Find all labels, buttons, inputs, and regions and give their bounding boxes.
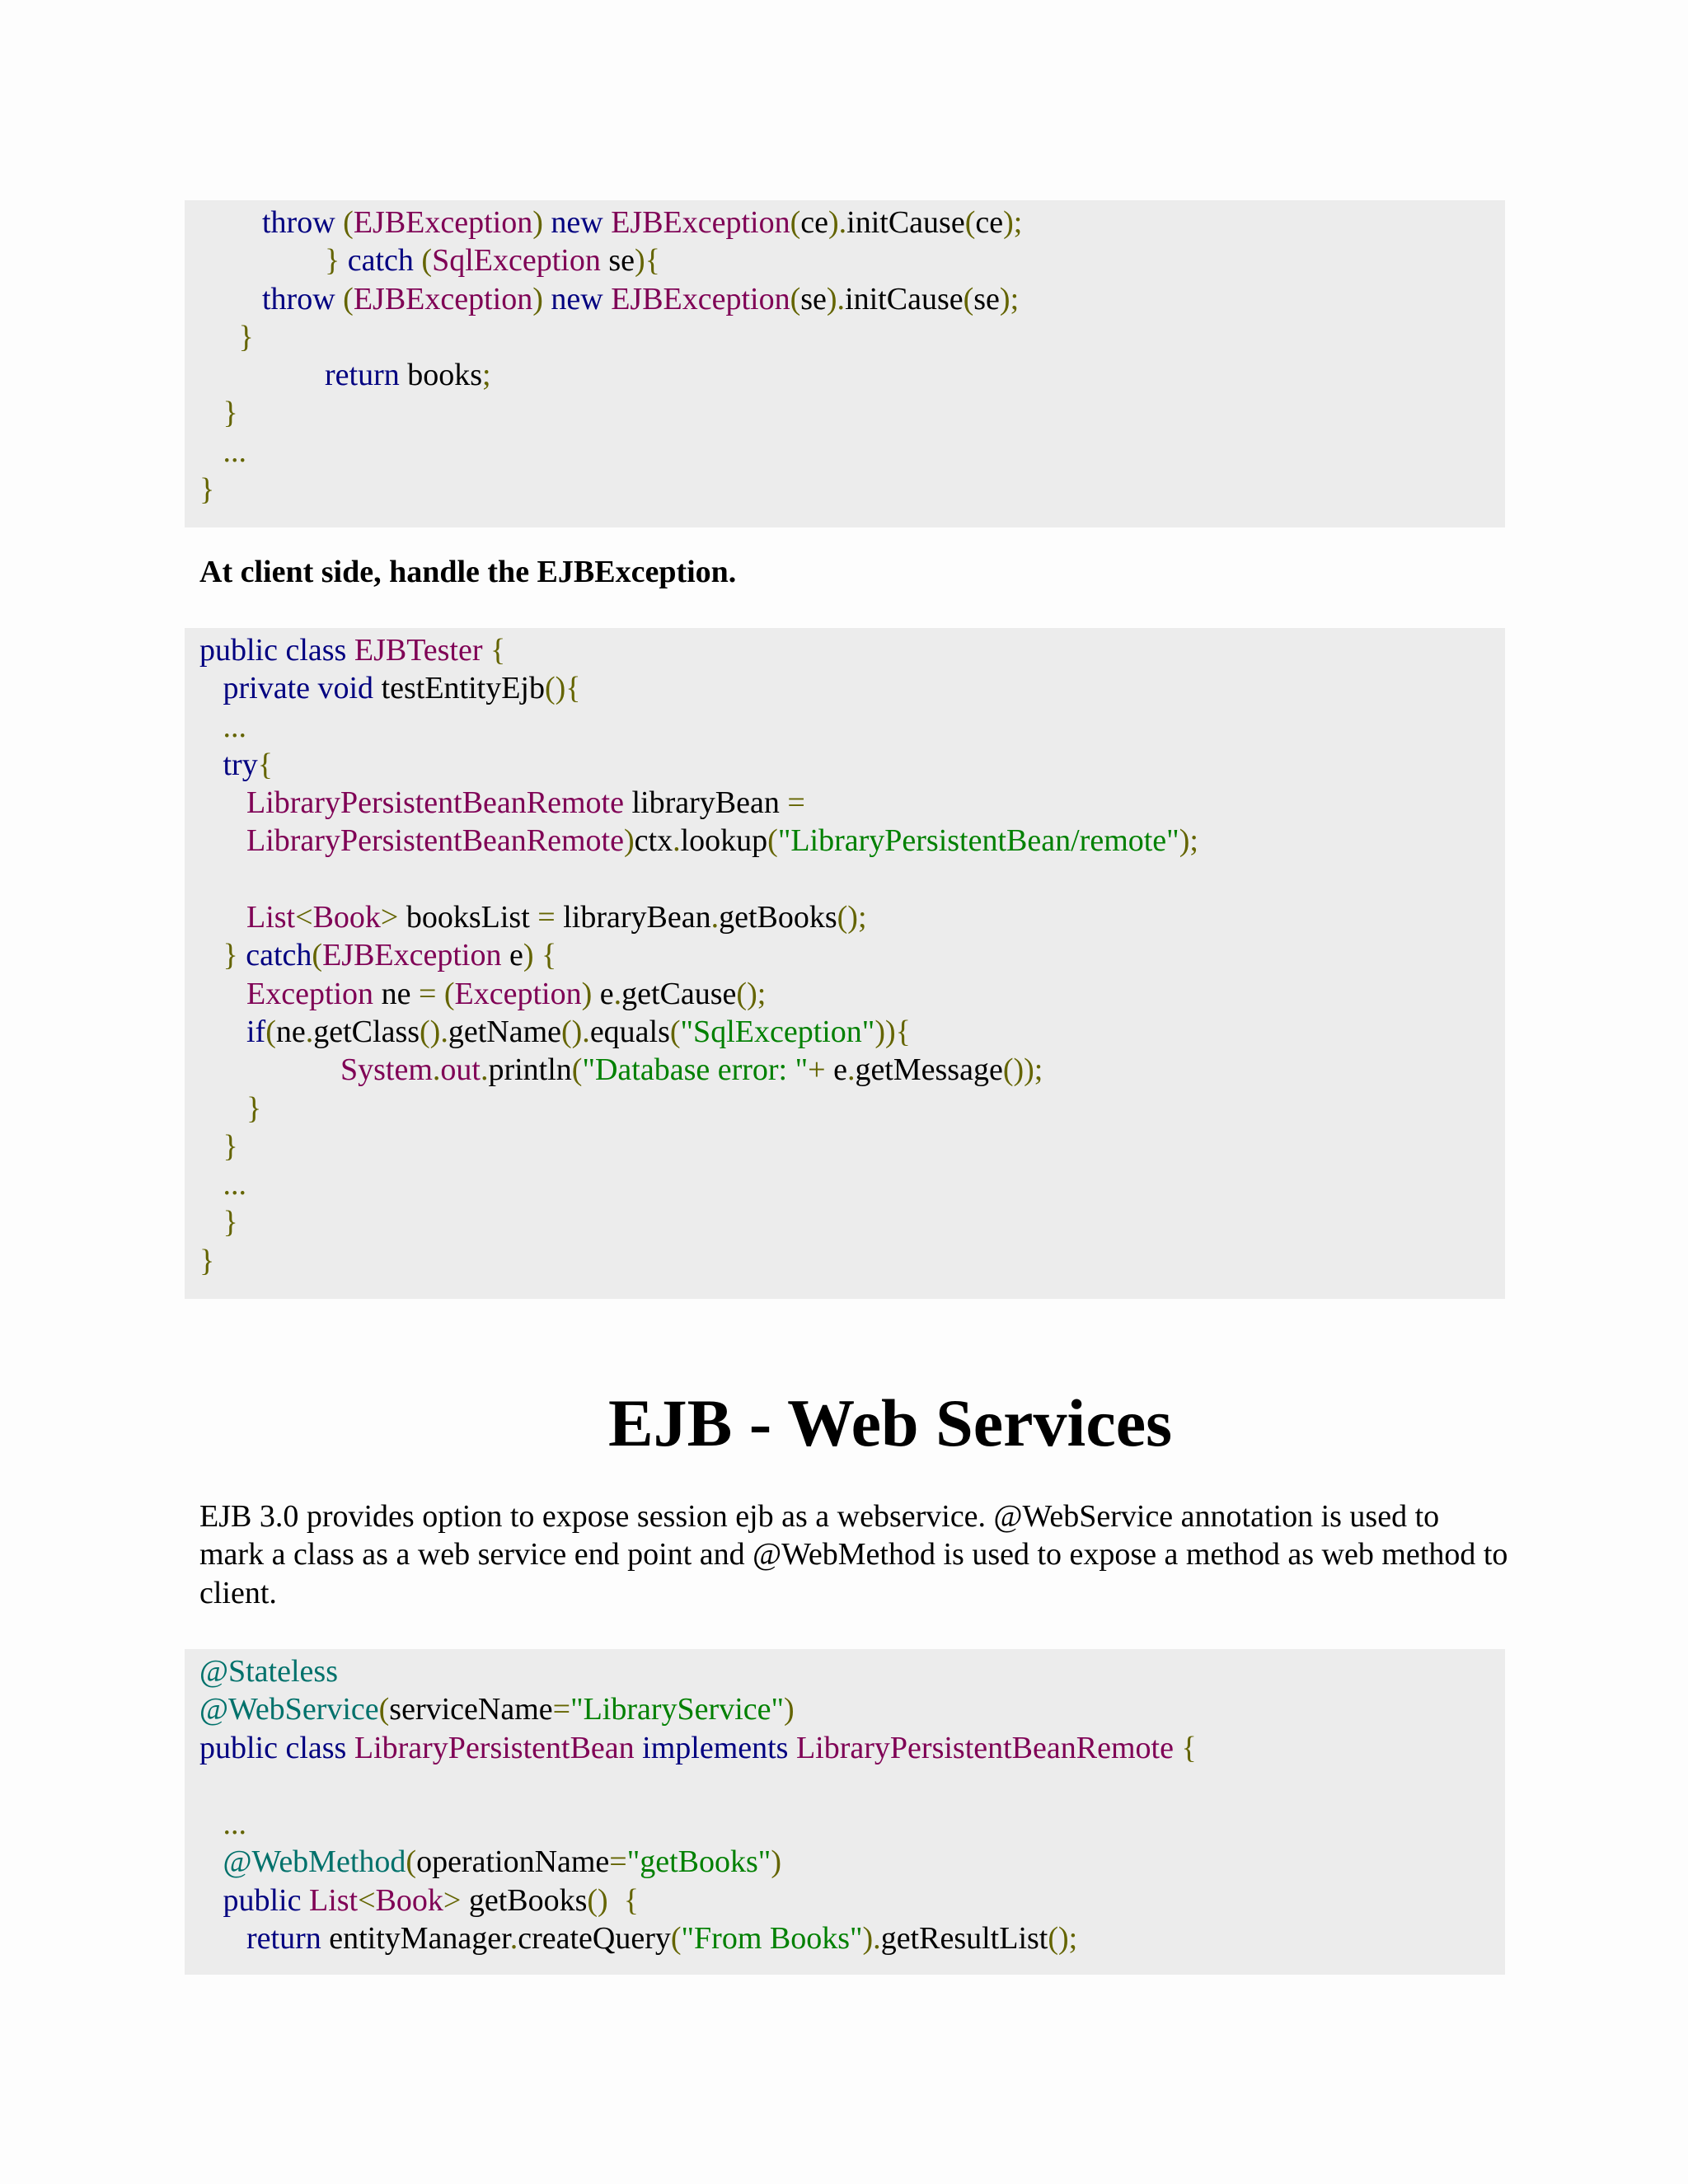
code-token: + xyxy=(808,1052,834,1088)
code-token: () { xyxy=(587,1882,639,1918)
code-token: } xyxy=(199,1243,215,1278)
code-line xyxy=(199,1127,1505,1165)
code-token xyxy=(199,1205,223,1240)
code-token: )){ xyxy=(874,1014,911,1049)
code-token: ( xyxy=(265,1014,276,1049)
code-token: ) xyxy=(532,205,551,240)
code-token: ( xyxy=(670,1921,682,1957)
code-token: ( xyxy=(669,1014,681,1049)
code-token xyxy=(199,938,223,972)
code-token xyxy=(199,1129,223,1164)
code-token: @WebMethod xyxy=(223,1844,406,1880)
code-token: @WebService xyxy=(199,1692,379,1727)
code-token: } xyxy=(223,396,238,431)
code-token: e xyxy=(501,938,523,973)
code-token: . xyxy=(509,1921,518,1957)
code-token xyxy=(199,1807,223,1841)
code-token: ( xyxy=(343,205,354,240)
code-token: LibraryPersistentBeanRemote xyxy=(795,1730,1182,1765)
code-line xyxy=(199,1203,1505,1241)
code-token: ce xyxy=(800,205,828,240)
code-token: } xyxy=(223,1128,238,1164)
code-token: (); xyxy=(1048,1921,1078,1957)
code-token: } xyxy=(325,243,348,279)
code-token: SqlException xyxy=(432,243,601,279)
code-token: return xyxy=(246,1921,330,1957)
code-token: } xyxy=(246,1090,262,1126)
code-token: LibraryPersistentBeanRemote xyxy=(246,785,632,821)
code-line xyxy=(199,1690,1505,1728)
code-token: new xyxy=(551,205,612,240)
intro-paragraph: EJB 3.0 provides option to expose session ejb as a webservice. @WebService annotation is used to mark a class as a web service end point and @WebMethod is used to expose a method as web method to client. xyxy=(199,1499,1508,1610)
code-token: new xyxy=(551,281,612,316)
code-line xyxy=(199,669,1505,707)
code-token: ){ xyxy=(634,243,660,279)
code-token: ( xyxy=(964,205,976,240)
code-token: @Stateless xyxy=(199,1654,338,1689)
code-token: ( xyxy=(378,1692,390,1727)
code-token xyxy=(199,748,223,782)
code-token: "SqlException" xyxy=(680,1014,875,1049)
code-token xyxy=(199,1769,208,1803)
code-token: ). xyxy=(862,1921,881,1957)
code-token: . xyxy=(710,900,720,935)
code-token: } xyxy=(238,319,254,354)
code-token: = ( xyxy=(418,976,455,1011)
client-side-heading: At client side, handle the EJBException. xyxy=(199,555,737,589)
code-token: = xyxy=(537,900,564,935)
code-token xyxy=(199,1052,340,1087)
code-token xyxy=(199,671,223,705)
code-token: . xyxy=(673,823,681,859)
code-token: = xyxy=(552,1692,571,1727)
code-token xyxy=(199,243,325,278)
code-token: ); xyxy=(999,281,1020,316)
code-token: > xyxy=(380,900,406,935)
code-token: LibraryPersistentBeanRemote xyxy=(246,823,624,859)
code-token: getMessage xyxy=(855,1052,1003,1088)
code-block-ejb-tester xyxy=(185,628,1505,1299)
code-token: ( xyxy=(406,1844,417,1880)
code-token: lookup xyxy=(680,823,768,859)
code-token: EJBException xyxy=(611,205,790,240)
code-token xyxy=(199,205,262,240)
code-token: getBooks xyxy=(719,900,837,935)
code-token: ); xyxy=(1003,205,1023,240)
code-token: ... xyxy=(223,434,246,469)
code-token: getClass xyxy=(313,1014,420,1049)
code-line xyxy=(199,860,1505,898)
code-line xyxy=(199,280,1505,318)
code-token: ) xyxy=(624,823,635,859)
code-line xyxy=(199,356,1505,394)
code-token: ). xyxy=(826,281,846,316)
code-token: > xyxy=(443,1882,469,1918)
code-token xyxy=(199,862,208,897)
code-token: se xyxy=(800,281,827,316)
code-token xyxy=(199,434,223,469)
code-line xyxy=(199,1729,1505,1767)
code-token: ). xyxy=(828,205,847,240)
code-token: "Database error: " xyxy=(582,1052,809,1088)
code-token: } xyxy=(223,1205,238,1240)
code-line xyxy=(199,784,1505,822)
code-token: LibraryPersistentBean xyxy=(354,1730,643,1765)
code-token: ( xyxy=(963,281,974,316)
code-token: entityManager xyxy=(329,1921,510,1957)
code-token: equals xyxy=(589,1014,670,1049)
code-token: (). xyxy=(420,1014,448,1049)
code-line xyxy=(199,1767,1505,1805)
code-token: createQuery xyxy=(518,1921,671,1957)
code-token: getBooks xyxy=(468,1882,588,1918)
code-token: initCause xyxy=(845,281,964,316)
code-token xyxy=(199,710,223,744)
code-line xyxy=(199,975,1505,1013)
code-line xyxy=(199,708,1505,746)
code-token: throw xyxy=(262,281,344,316)
code-token: operationName xyxy=(416,1844,610,1880)
code-line xyxy=(199,1919,1505,1957)
code-token: < xyxy=(295,900,313,935)
code-token: "LibraryPersistentBean/remote" xyxy=(777,823,1179,859)
code-token: Exception xyxy=(246,976,382,1011)
code-token: EJBException xyxy=(322,938,502,973)
code-token: serviceName xyxy=(389,1692,553,1727)
code-token: books xyxy=(407,358,483,393)
code-token xyxy=(199,1015,246,1049)
code-token: getResultList xyxy=(880,1921,1048,1957)
code-token: ; xyxy=(482,358,491,393)
code-token: ( xyxy=(343,281,354,316)
code-token xyxy=(199,396,223,430)
code-token: ctx xyxy=(634,823,673,859)
code-token xyxy=(199,900,246,935)
code-token: EJBException xyxy=(611,281,790,316)
code-line xyxy=(199,936,1505,974)
code-line xyxy=(199,318,1505,356)
code-line xyxy=(199,1165,1505,1203)
code-token: (){ xyxy=(545,671,581,706)
code-token: EJBException xyxy=(353,205,533,240)
code-token: { xyxy=(1181,1730,1197,1765)
code-token: ) { xyxy=(523,938,557,973)
code-token: ce xyxy=(975,205,1004,240)
code-token: initCause xyxy=(846,205,965,240)
code-token: ); xyxy=(1179,823,1198,859)
code-token: ( xyxy=(312,938,323,973)
code-token: ) xyxy=(581,976,600,1011)
code-token xyxy=(199,1844,223,1879)
code-token: libraryBean xyxy=(563,900,711,935)
code-token: getName xyxy=(448,1014,561,1049)
code-line xyxy=(199,241,1505,279)
code-line xyxy=(199,1051,1505,1089)
code-line xyxy=(199,394,1505,432)
code-token: try xyxy=(223,747,258,782)
code-line xyxy=(199,471,1505,509)
code-token: private void xyxy=(223,671,382,706)
code-token: booksList xyxy=(406,900,538,935)
code-token xyxy=(199,1921,246,1956)
code-token: out xyxy=(440,1052,481,1088)
code-token: List xyxy=(246,900,296,935)
code-token: { xyxy=(490,633,506,668)
code-token: public class xyxy=(199,633,354,668)
code-token: { xyxy=(257,747,273,782)
code-token: ne xyxy=(381,976,419,1011)
code-line xyxy=(199,1843,1505,1881)
code-token: ( xyxy=(790,205,801,240)
code-token: = xyxy=(609,1844,627,1880)
code-token: e xyxy=(599,976,614,1011)
code-line xyxy=(199,746,1505,784)
code-token: (); xyxy=(736,976,767,1011)
code-token: System xyxy=(340,1052,433,1088)
code-token: implements xyxy=(642,1730,796,1765)
code-token: Book xyxy=(375,1882,443,1918)
code-line xyxy=(199,822,1505,860)
code-line xyxy=(199,204,1505,241)
code-token: public xyxy=(223,1882,309,1918)
code-line xyxy=(199,898,1505,936)
code-line xyxy=(199,433,1505,471)
code-token: ) xyxy=(532,281,551,316)
code-token: } xyxy=(199,472,215,508)
code-token xyxy=(199,977,246,1011)
code-line xyxy=(199,1805,1505,1843)
code-token: catch xyxy=(246,938,312,973)
code-token: ) xyxy=(784,1692,795,1727)
code-token: . xyxy=(613,976,622,1011)
code-token: . xyxy=(432,1052,441,1088)
code-token: ... xyxy=(223,1167,246,1202)
code-token: ... xyxy=(223,1807,246,1842)
code-token xyxy=(199,320,239,354)
code-token: println xyxy=(488,1052,572,1088)
code-token: < xyxy=(358,1882,376,1918)
code-block-exception-handling xyxy=(185,200,1505,527)
code-token: ne xyxy=(275,1014,306,1049)
code-block-web-service xyxy=(185,1649,1505,1975)
code-token xyxy=(199,1883,223,1918)
code-token: . xyxy=(846,1052,856,1088)
code-token: return xyxy=(325,358,408,393)
code-token: if xyxy=(246,1014,266,1049)
code-token: se xyxy=(600,243,635,279)
code-token: (); xyxy=(837,900,867,935)
code-token xyxy=(199,785,246,820)
code-line xyxy=(199,1882,1505,1919)
code-token: se xyxy=(973,281,1000,316)
code-token: . xyxy=(480,1052,489,1088)
code-token: EJBException xyxy=(353,281,533,316)
code-token xyxy=(199,1167,223,1202)
code-token xyxy=(199,823,246,858)
code-token: ( xyxy=(767,823,778,859)
code-token: . xyxy=(305,1014,314,1049)
code-token xyxy=(199,282,262,316)
code-token: libraryBean xyxy=(631,785,788,821)
code-token xyxy=(199,1091,246,1126)
code-token: "LibraryService" xyxy=(570,1692,784,1727)
code-token: ( xyxy=(571,1052,583,1088)
code-token: = xyxy=(787,785,805,821)
code-token: } xyxy=(223,938,246,973)
code-token: ... xyxy=(223,709,246,744)
code-token: ) xyxy=(771,1844,781,1880)
code-line xyxy=(199,1652,1505,1690)
code-token: (). xyxy=(561,1014,590,1049)
code-line xyxy=(199,1013,1505,1051)
code-token: throw xyxy=(262,205,344,240)
code-token xyxy=(199,358,325,392)
code-token: ( xyxy=(790,281,801,316)
code-line xyxy=(199,631,1505,669)
code-token: ()); xyxy=(1002,1052,1043,1088)
code-token: catch xyxy=(347,243,422,279)
code-line xyxy=(199,1242,1505,1280)
code-token: "From Books" xyxy=(681,1921,863,1957)
code-token: EJBTester xyxy=(354,633,490,668)
code-token: List xyxy=(308,1882,359,1918)
code-token: Exception xyxy=(454,976,582,1011)
section-title: EJB - Web Services xyxy=(607,1385,1173,1460)
code-token: getCause xyxy=(621,976,737,1011)
code-token: public class xyxy=(199,1730,354,1765)
code-line xyxy=(199,1090,1505,1127)
code-token: testEntityEjb xyxy=(381,671,545,706)
code-token: Book xyxy=(312,900,381,935)
code-token: e xyxy=(833,1052,847,1088)
code-token: "getBooks" xyxy=(626,1844,771,1880)
code-token: ( xyxy=(421,243,433,279)
